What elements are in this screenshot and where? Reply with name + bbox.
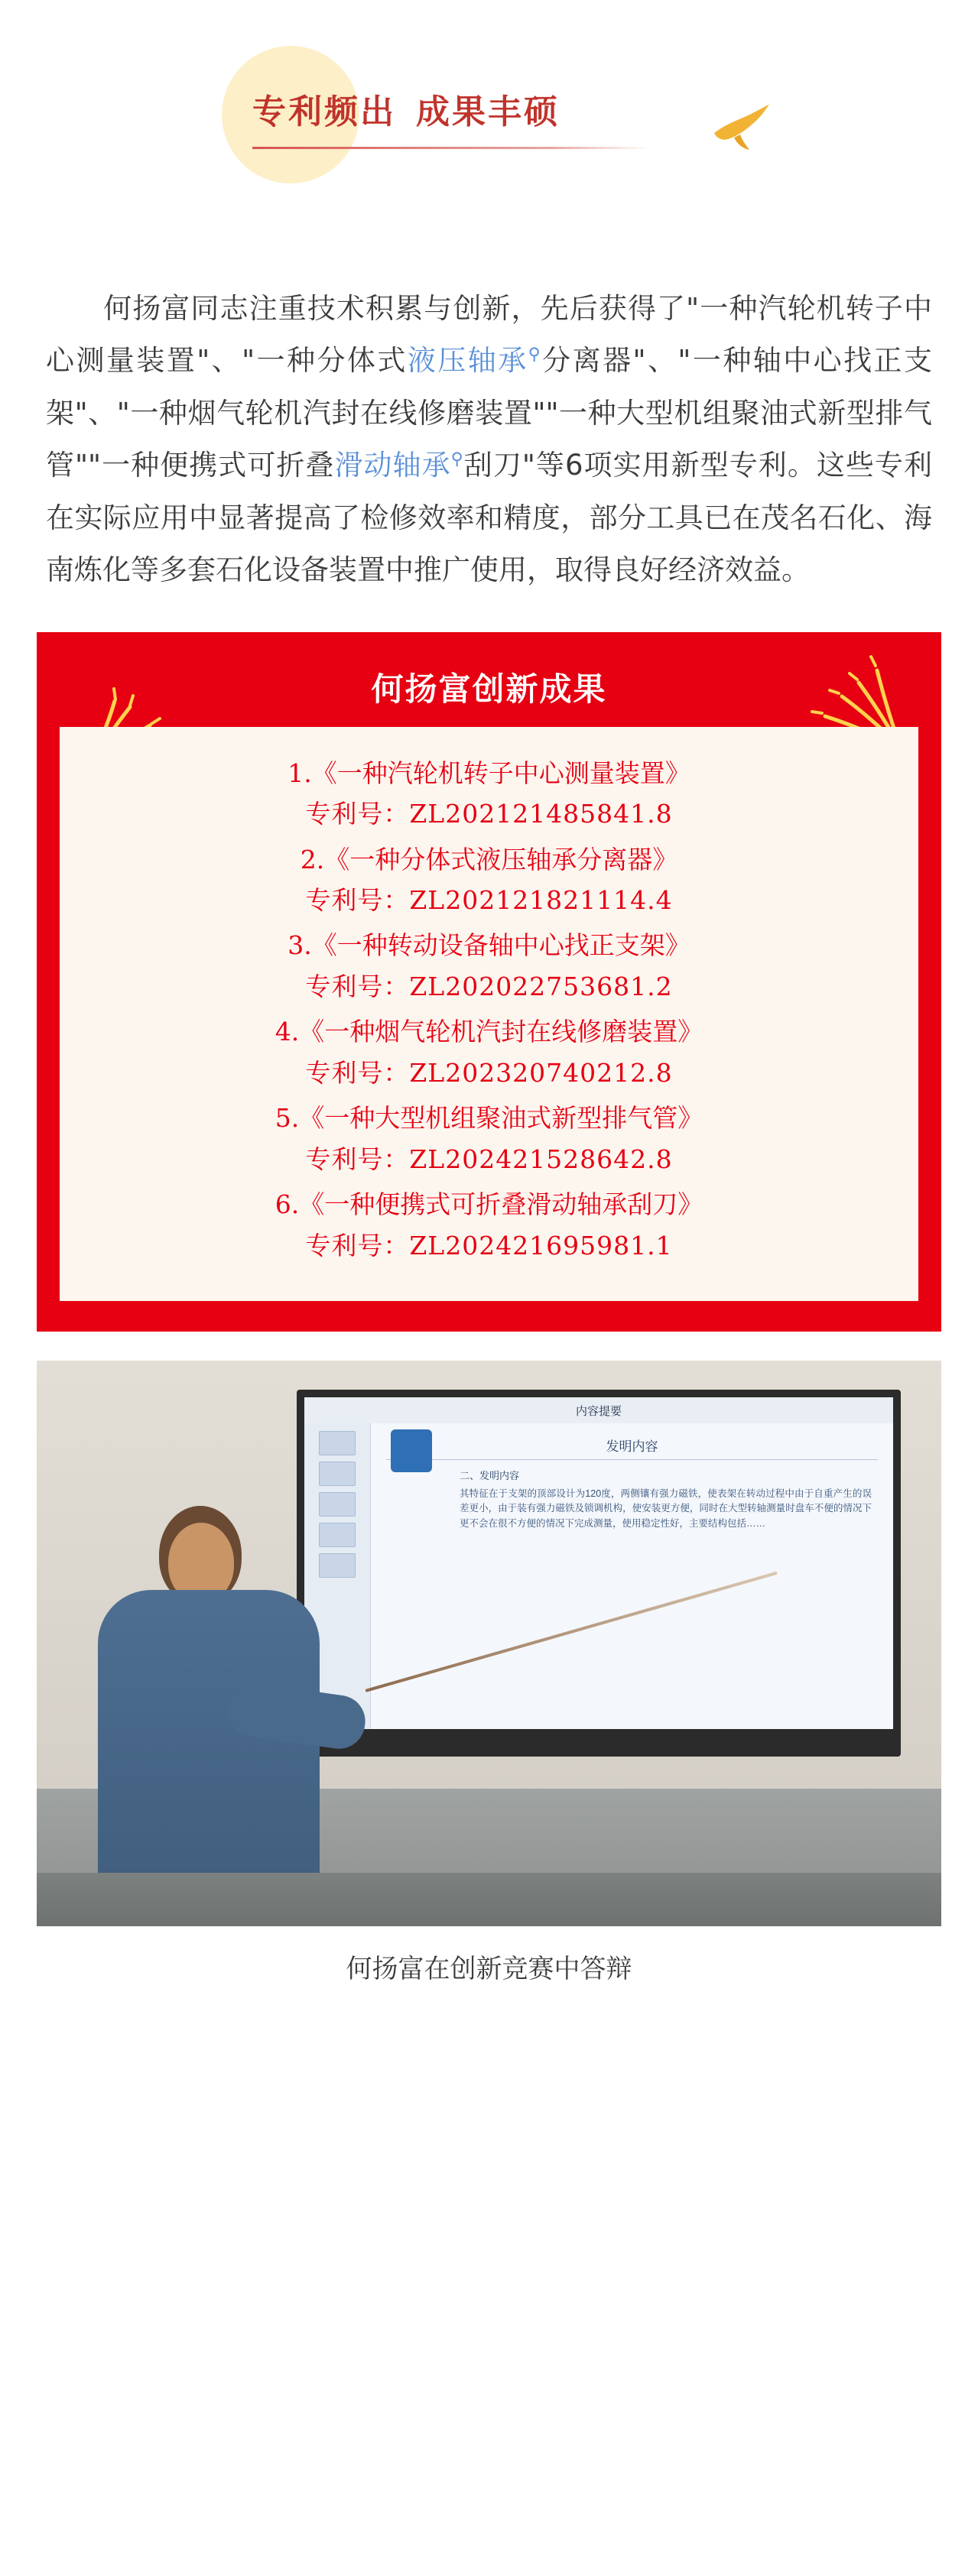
patent-index: 4. — [275, 1017, 300, 1047]
dove-icon — [711, 99, 772, 153]
header-title-block — [252, 84, 726, 149]
list-item — [78, 1098, 900, 1138]
header-banner — [0, 0, 978, 252]
patent-number-value: ZL202421695981.1 — [409, 1230, 673, 1260]
list-item — [78, 1011, 900, 1052]
patent-number-label: 专利号： — [305, 884, 410, 915]
patent-number-value: ZL202421528642.8 — [409, 1144, 673, 1174]
article-segment-2: 分离器"、"一种轴中心找正支架"、"一种烟气轮机汽封在线修磨装置""一种大型机组聚油式新型排气管""一种便携式可折叠 — [46, 344, 932, 482]
article-segment-3: 刮刀"等6项实用新型专利。这些专利在实际应用中显著提高了检修效率和精度，部分工具已在茂名石化、海南炼化等多套石化设备装置中推广使用，取得良好经济效益。 — [46, 449, 933, 587]
patent-list — [60, 727, 918, 1301]
patent-name: 《一种分体式液压轴承分离器》 — [324, 844, 678, 874]
card-title: 何扬富创新成果 — [371, 670, 607, 708]
title-underline — [252, 147, 650, 149]
display-screen — [297, 1390, 901, 1757]
photo-foreground-table — [37, 1873, 941, 1926]
slide-logo-icon — [391, 1429, 432, 1472]
search-icon[interactable]: ⚲ — [528, 346, 541, 365]
slide-title: 发明内容 — [386, 1436, 878, 1460]
patent-number-label: 专利号： — [305, 799, 410, 829]
patent-index: 6. — [275, 1189, 300, 1220]
slide-area — [371, 1423, 893, 1749]
keyword-link-sliding-bearing[interactable]: 滑动轴承⚲ — [334, 449, 463, 482]
article-segment-1: 何扬富同志注重技术积累与创新，先后获得了"一种汽轮机转子中心测量装置"、"一种分体式 — [46, 292, 932, 378]
patent-number-label: 专利号： — [305, 1230, 410, 1260]
page-title-part2: 成果丰硕 — [416, 92, 560, 131]
patent-number-value: ZL202121485841.8 — [409, 799, 673, 829]
patent-number-value: ZL202022753681.2 — [409, 971, 673, 1001]
page-title-part1: 专利频出 — [252, 92, 396, 131]
search-icon[interactable]: ⚲ — [450, 449, 463, 469]
patent-index: 2. — [300, 844, 325, 874]
achievement-card — [37, 632, 941, 1332]
photo-block — [37, 1361, 941, 1985]
list-item — [78, 1184, 900, 1225]
screen-header: 内容提要 — [304, 1397, 893, 1424]
patent-name: 《一种烟气轮机汽封在线修磨装置》 — [299, 1017, 703, 1047]
patent-name: 《一种转动设备轴中心找正支架》 — [311, 930, 690, 961]
slide-subtitle: 二、发明内容 — [460, 1470, 520, 1482]
patent-number-value: ZL202320740212.8 — [409, 1057, 673, 1088]
slide-thumb-icon — [319, 1431, 356, 1455]
list-item — [78, 925, 900, 965]
screen-bezel-bottom — [304, 1729, 893, 1749]
patent-number-label: 专利号： — [305, 1144, 410, 1174]
patent-number-row — [78, 1225, 900, 1266]
patent-index: 3. — [288, 930, 312, 961]
slide-text: 其特征在于支架的顶部设计为120度，两侧镶有强力磁铁，使表架在转动过程中由于自重产生的误差更小，由于装有强力磁铁及锁调机构，使安装更方便，同时在大型转轴测量时盘车不便的情况下更不会在很不方便的情况下完成测量，使用稳定性好，主要结构包括…… — [460, 1488, 872, 1529]
patent-name: 《一种大型机组聚油式新型排气管》 — [299, 1103, 703, 1134]
patent-index: 5. — [275, 1103, 300, 1134]
keyword-link-hydraulic-bearing[interactable]: 液压轴承⚲ — [407, 344, 541, 378]
patent-number-label: 专利号： — [305, 971, 410, 1001]
patent-number-row — [78, 880, 900, 920]
patent-number-row — [78, 1139, 900, 1179]
list-item — [78, 839, 900, 880]
screen-content — [304, 1423, 893, 1749]
presentation-photo — [37, 1361, 941, 1926]
patent-number-row — [78, 1053, 900, 1093]
list-item — [78, 753, 900, 793]
patent-number-label: 专利号： — [305, 1057, 410, 1088]
patent-name: 《一种汽轮机转子中心测量装置》 — [311, 758, 690, 788]
photo-caption: 何扬富在创新竞赛中答辩 — [346, 1954, 632, 1985]
slide-thumb-icon — [319, 1492, 356, 1517]
patent-number-row — [78, 966, 900, 1007]
page-title — [252, 84, 726, 133]
patent-name: 《一种便携式可折叠滑动轴承刮刀》 — [299, 1189, 703, 1220]
slide-thumb-icon — [319, 1523, 356, 1547]
slide-thumb-icon — [319, 1462, 356, 1486]
patent-number-value: ZL202121821114.4 — [409, 884, 673, 915]
slide-thumb-icon — [319, 1553, 356, 1578]
patent-index: 1. — [288, 758, 312, 788]
patent-number-row — [78, 793, 900, 834]
article-body — [46, 283, 932, 597]
